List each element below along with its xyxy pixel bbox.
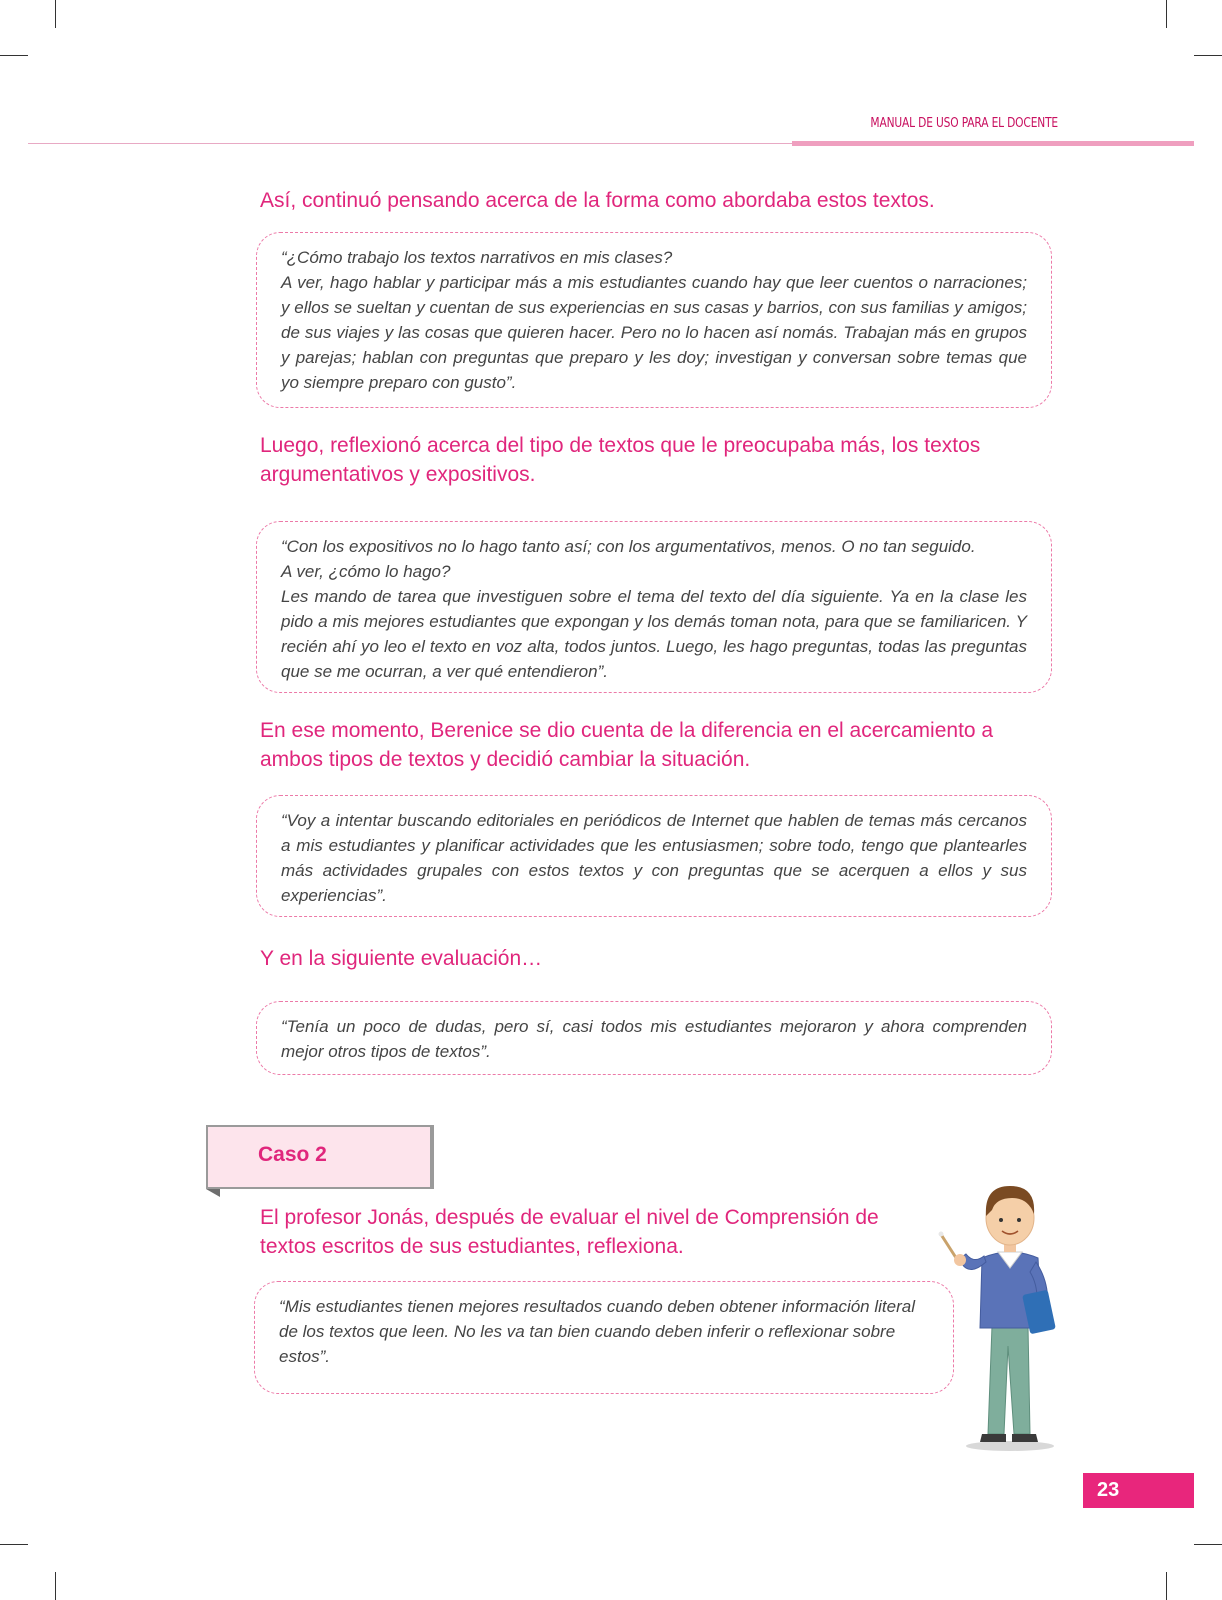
crop-mark <box>0 1544 28 1545</box>
quote-paragraph: Les mando de tarea que investiguen sobre el tema del texto del día siguiente. Ya en la clase les pido a mis mejores estudiantes que expongan y los demás toman nota, para que se familiaricen. Y recién ahí yo leo el texto en voz alta, todos juntos. Luego, les hago preguntas, todas las preguntas que se me ocurran, a ver qué entendieron”. <box>281 587 1027 681</box>
running-header: MANUAL DE USO PARA EL DOCENTE <box>870 116 1058 131</box>
crop-mark <box>1166 0 1167 28</box>
section-lead: Y en la siguiente evaluación… <box>260 947 543 970</box>
crop-mark <box>1194 55 1222 56</box>
caso-notch <box>206 1189 220 1197</box>
crop-mark <box>55 1572 56 1600</box>
quote-paragraph: “Tenía un poco de dudas, pero sí, casi todos mis estudiantes mejoraron y ahora comprenden mejor otros tipos de textos”. <box>281 1017 1027 1061</box>
section-lead: Luego, reflexionó acerca del tipo de textos que le preocupaba más, los textos argumentativos y expositivos. <box>260 434 981 486</box>
crop-mark <box>0 55 28 56</box>
crop-mark <box>1194 1544 1222 1545</box>
crop-mark <box>1166 1572 1167 1600</box>
quote-line: “¿Cómo trabajo los textos narrativos en mis clases? <box>281 248 673 267</box>
crop-mark <box>55 0 56 28</box>
section-lead: En ese momento, Berenice se dio cuenta de la diferencia en el acercamiento a ambos tipos de textos y decidió cambiar la situación. <box>260 719 994 771</box>
section-lead: Así, continuó pensando acerca de la forma como abordaba estos textos. <box>260 189 935 212</box>
quote-box <box>256 232 1052 408</box>
header-accent-bar <box>792 141 1194 146</box>
quote-paragraph: A ver, hago hablar y participar más a mis estudiantes cuando hay que leer cuentos o narraciones; y ellos se sueltan y cuentan de sus experiencias en sus casas y barrios, con sus familias y amigos; de sus viajes y las cosas que quieren hacer. Pero no lo hacen así nomás. Trabajan más en grupos y parejas; hablan con preguntas que preparo y les doy; investigan y conversan sobre temas que yo siempre preparo con gusto”. <box>281 273 1027 392</box>
caso-label: Caso 2 <box>258 1143 327 1166</box>
quote-paragraph: “Voy a intentar buscando editoriales en periódicos de Internet que hablen de temas más cercanos a mis estudiantes y planificar actividades que les entusiasmen; sobre todo, tengo que plantearles más actividades grupales con estos textos y con preguntas que se acerquen a ellos y sus experiencias”. <box>281 811 1027 905</box>
quote-line: A ver, ¿cómo lo hago? <box>281 562 451 581</box>
caso-label-box <box>206 1125 432 1189</box>
teacher-illustration-icon <box>930 1176 1060 1454</box>
quote-box <box>256 795 1052 917</box>
caso-lead: El profesor Jonás, después de evaluar el nivel de Comprensión de textos escritos de sus estudiantes, reflexiona. <box>260 1206 879 1258</box>
page-number-box <box>1083 1473 1194 1508</box>
page-number: 23 <box>1097 1479 1120 1501</box>
quote-box <box>256 1001 1052 1075</box>
quote-box <box>256 521 1052 693</box>
quote-line: “Con los expositivos no lo hago tanto así; con los argumentativos, menos. O no tan seguido. <box>281 537 976 556</box>
quote-box <box>254 1281 954 1394</box>
quote-paragraph: “Mis estudiantes tienen mejores resultados cuando deben obtener información literal de los textos que leen. No les va tan bien cuando deben inferir o reflexionar sobre estos”. <box>279 1297 915 1366</box>
